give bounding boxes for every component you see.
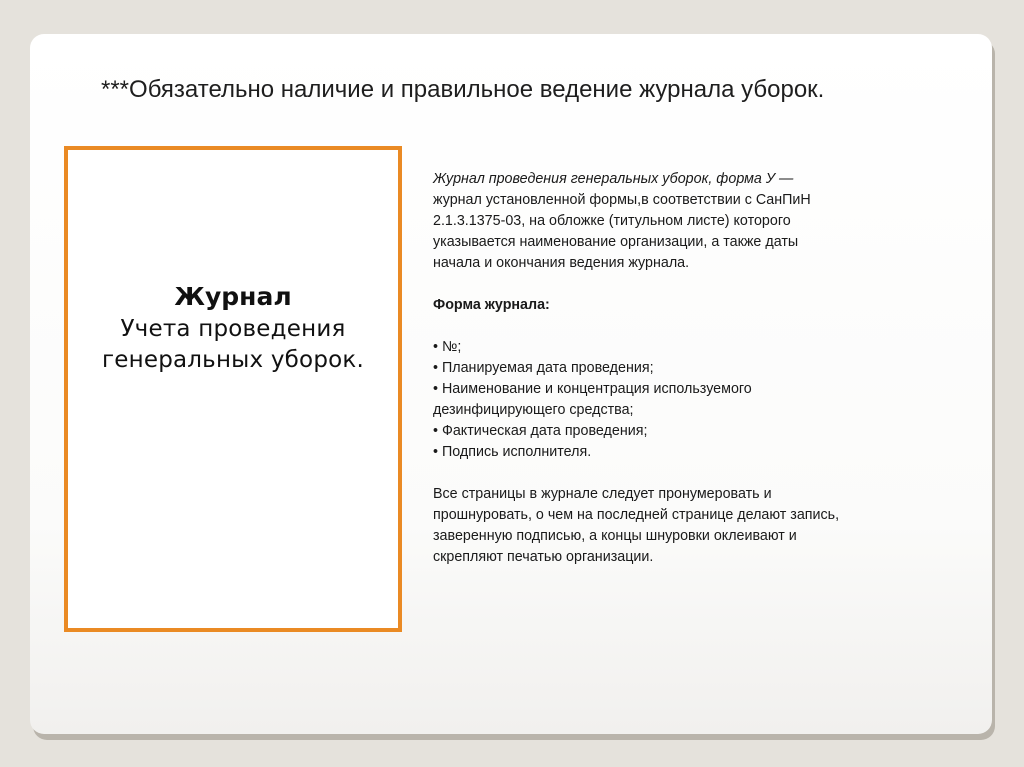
form-item: • Фактическая дата проведения; [433, 423, 648, 439]
cover-subtitle-line2: генеральных уборок. [101, 347, 365, 373]
intro-line: указывается наименование организации, а также даты [433, 234, 799, 250]
cover-title: Журнал [174, 282, 292, 311]
closing-line: Все страницы в журнале следует пронумеровать и [433, 486, 772, 502]
description-text [433, 169, 933, 568]
form-item: • Планируемая дата проведения; [433, 360, 654, 376]
form-item: • Подпись исполнителя. [433, 444, 592, 460]
spacer [433, 463, 933, 484]
closing-line: заверенную подписью, а концы шнуровки оклеивают и [433, 528, 797, 544]
form-item: • №; [433, 339, 462, 355]
closing-line: прошнуровать, о чем на последней странице делают запись, [433, 507, 840, 523]
intro-line: начала и окончания ведения журнала. [433, 255, 690, 271]
form-item: дезинфицирующего средства; [433, 402, 634, 418]
intro-line: 2.1.3.1375-03, на обложке (титульном листе) которого [433, 213, 791, 229]
intro-line: журнал установленной формы,в соответствии с СанПиН [433, 192, 811, 208]
cover-text [68, 280, 398, 376]
closing-line: скрепляют печатью организации. [433, 549, 654, 565]
intro-italic: Журнал проведения генеральных уборок, форма У — [433, 171, 794, 187]
slide-title: ***Обязательно наличие и правильное ведение журнала уборок. [101, 76, 825, 103]
spacer [433, 274, 933, 295]
cover-subtitle-line1: Учета проведения [120, 316, 346, 342]
journal-cover [64, 146, 402, 632]
form-heading: Форма журнала: [433, 297, 550, 313]
spacer [433, 316, 933, 337]
form-item: • Наименование и концентрация используемого [433, 381, 752, 397]
